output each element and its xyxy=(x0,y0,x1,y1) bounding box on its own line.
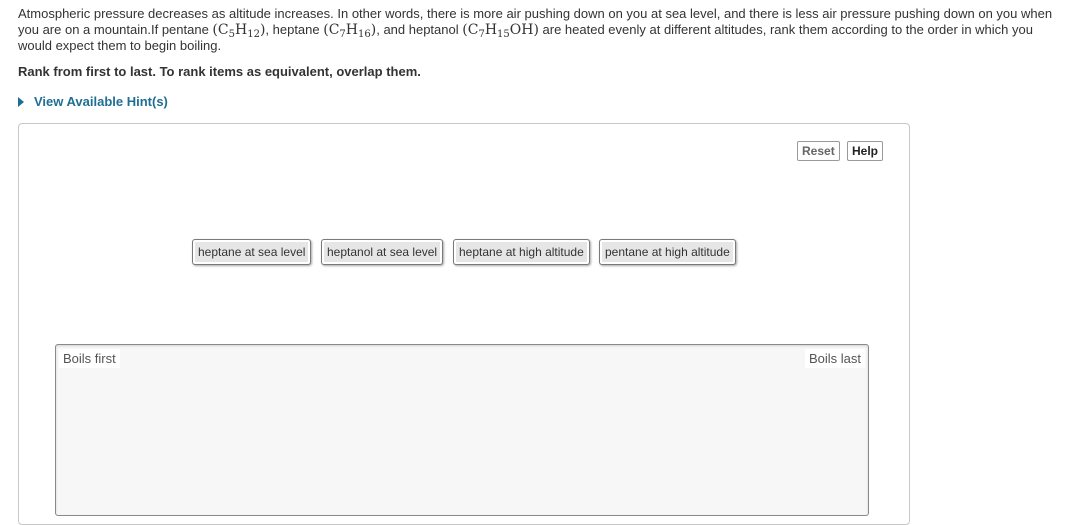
view-hints-link[interactable] xyxy=(18,94,168,109)
question-join-2: , and heptanol xyxy=(376,22,463,37)
question-intro: Atmospheric pressure decreases as altitude increases. In other words, there is more air pushing down on you at sea level, and there is less air pressure pushing down on you when you are on a mountain.If pentane xyxy=(18,6,1053,37)
ranking-instruction: Rank from first to last. To rank items as equivalent, overlap them. xyxy=(18,64,421,79)
help-button[interactable]: Help xyxy=(847,141,883,161)
rank-item-heptane-high-altitude[interactable]: heptane at high altitude xyxy=(453,239,590,265)
ranking-dropzone[interactable] xyxy=(55,344,869,516)
view-hints-label: View Available Hint(s) xyxy=(34,94,168,109)
heptanol-formula: $(C_7H_{15}OH)$ xyxy=(462,22,539,40)
reset-button[interactable]: Reset xyxy=(797,141,840,161)
rank-item-heptanol-sea-level[interactable]: heptanol at sea level xyxy=(321,239,443,265)
heptane-formula: $(C_7H_{16})$ xyxy=(323,22,377,40)
question-join-1: , heptane xyxy=(265,22,324,37)
pentane-formula: $(C_5H_{12})$ xyxy=(212,22,266,40)
question-text xyxy=(18,6,1068,54)
boils-last-label: Boils last xyxy=(805,349,865,368)
rank-item-heptane-sea-level[interactable]: heptane at sea level xyxy=(192,239,311,265)
expand-triangle-icon xyxy=(18,97,24,107)
boils-first-label: Boils first xyxy=(59,349,120,368)
rank-item-pentane-high-altitude[interactable]: pentane at high altitude xyxy=(599,239,736,265)
question-outro: are heated evenly at different altitudes, rank them according to the order in which you would expect them to begin boiling. xyxy=(18,22,1033,53)
